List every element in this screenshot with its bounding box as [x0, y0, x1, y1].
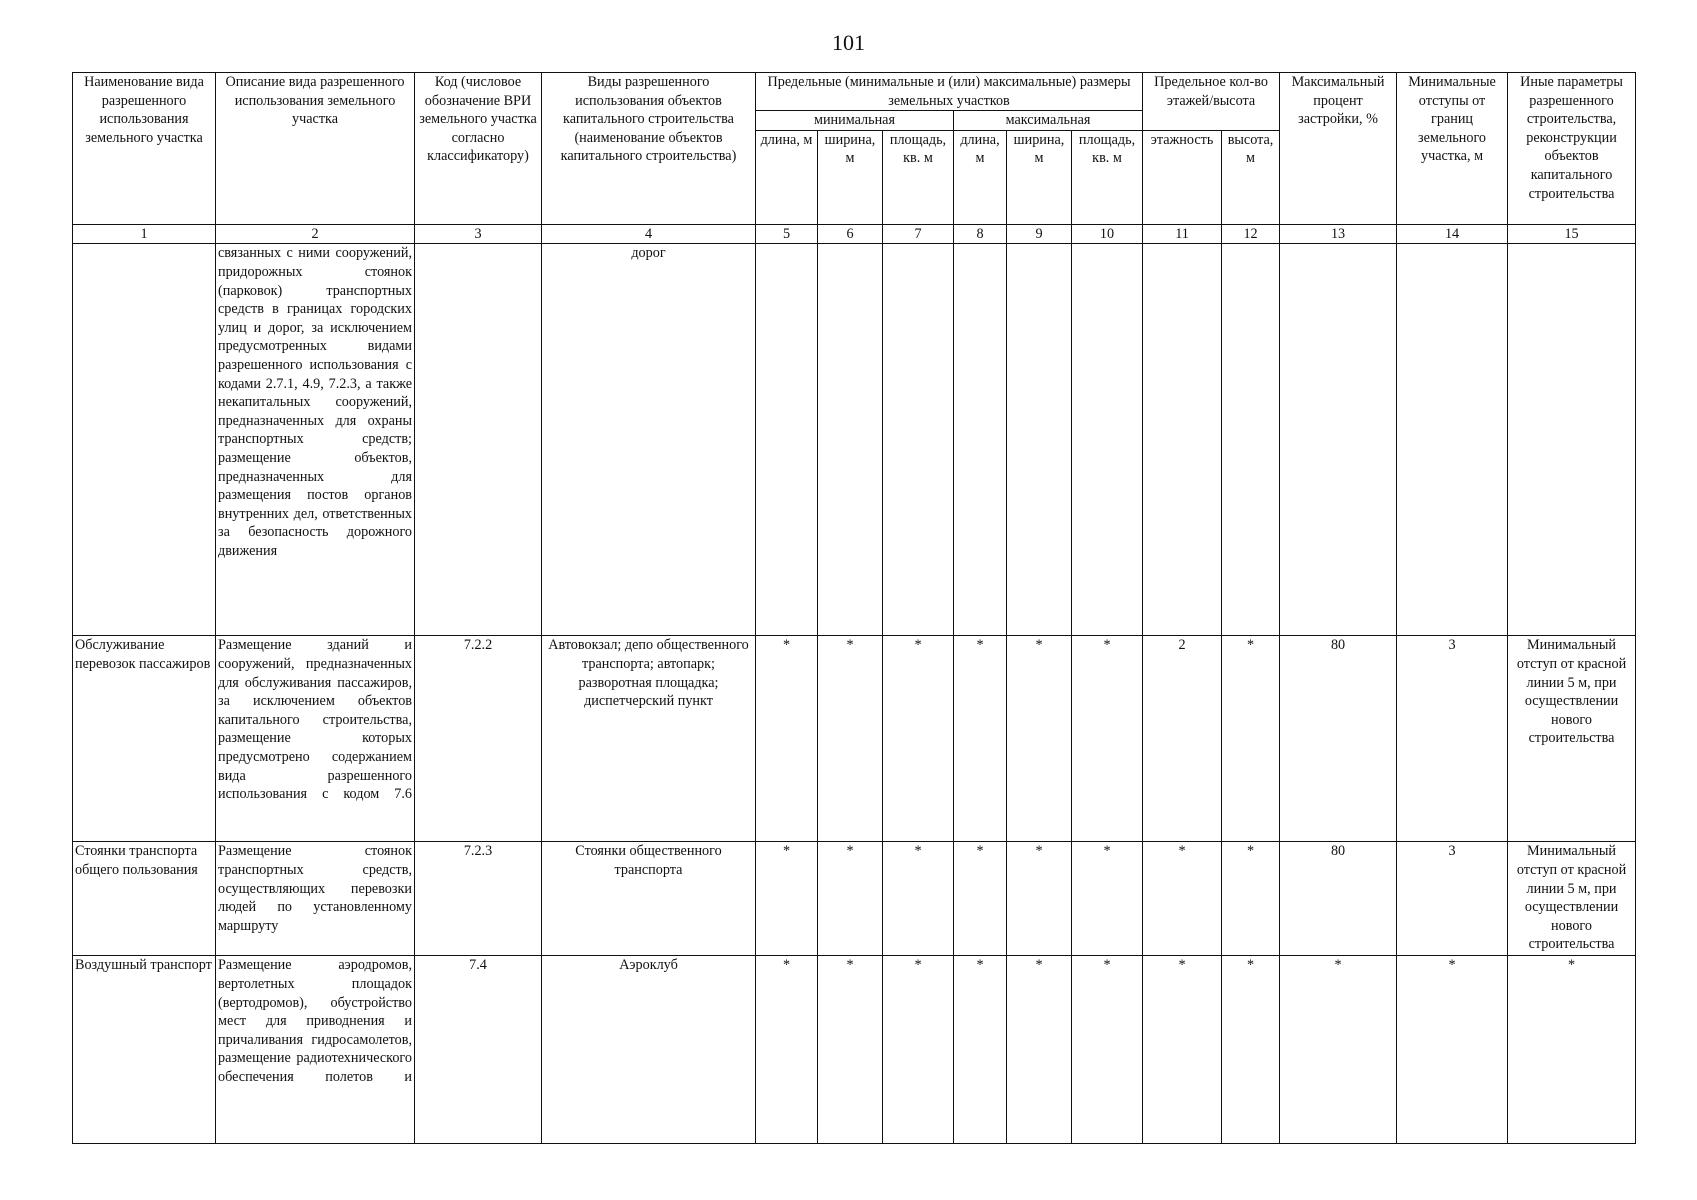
max-percent — [1280, 244, 1397, 636]
column-number: 14 — [1397, 224, 1508, 244]
max-length — [954, 244, 1007, 636]
min-setback — [1397, 244, 1508, 636]
column-number: 3 — [415, 224, 542, 244]
use-name: Стоянки транспорта общего пользования — [73, 842, 216, 956]
column-number: 1 — [73, 224, 216, 244]
column-numbers-row — [73, 224, 1636, 244]
use-description: связанных с ними сооружений, придорожных стоянок (парковок) транспортных средств в границах городских улиц и дорог, за исключением предусмотренных видами разрешенного использования с кодами 2.7.1, 4.9, 7.2.3, а также некапитальных сооружений, предназначенных для охраны транспортных средств; размещение объектов, предназначенных для размещения постов органов внутренних дел, ответственных за безопасность дорожного движения — [216, 244, 415, 636]
max-percent: 80 — [1280, 636, 1397, 842]
min-width: * — [818, 636, 883, 842]
max-length: * — [954, 842, 1007, 956]
header-minimal: минимальная — [756, 111, 954, 131]
other-params: Минимальный отступ от красной линии 5 м, при осуществлении нового строительства — [1508, 842, 1636, 956]
use-name: Воздушный транспорт — [73, 956, 216, 1144]
min-area: * — [883, 842, 954, 956]
max-length: * — [954, 636, 1007, 842]
oks-types: дорог — [542, 244, 756, 636]
column-number: 6 — [818, 224, 883, 244]
oks-types: Автовокзал; депо общественного транспорта; автопарк; разворотная площадка; диспетчерский пункт — [542, 636, 756, 842]
header-max-width: ширина, м — [1007, 130, 1072, 224]
max-area: * — [1072, 956, 1143, 1144]
land-use-table — [72, 72, 1636, 1144]
max-percent: * — [1280, 956, 1397, 1144]
min-setback: * — [1397, 956, 1508, 1144]
max-width: * — [1007, 636, 1072, 842]
other-params — [1508, 244, 1636, 636]
header-max-length: длина, м — [954, 130, 1007, 224]
header-use-description: Описание вида разрешенного использования земельного участка — [216, 73, 415, 225]
header-plot-sizes: Предельные (минимальные и (или) максимальные) размеры земельных участков — [756, 73, 1143, 111]
use-code: 7.2.2 — [415, 636, 542, 842]
max-width — [1007, 244, 1072, 636]
header-min-length: длина, м — [756, 130, 818, 224]
min-setback: 3 — [1397, 636, 1508, 842]
use-code — [415, 244, 542, 636]
other-params: * — [1508, 956, 1636, 1144]
max-percent: 80 — [1280, 842, 1397, 956]
min-area — [883, 244, 954, 636]
column-number: 9 — [1007, 224, 1072, 244]
height: * — [1222, 842, 1280, 956]
floors: 2 — [1143, 636, 1222, 842]
floors: * — [1143, 842, 1222, 956]
table-row — [73, 636, 1636, 842]
use-code: 7.4 — [415, 956, 542, 1144]
floors: * — [1143, 956, 1222, 1144]
floors — [1143, 244, 1222, 636]
table-row — [73, 842, 1636, 956]
header-max-percent: Максимальный процент застройки, % — [1280, 73, 1397, 225]
min-length: * — [756, 842, 818, 956]
header-min-width: ширина, м — [818, 130, 883, 224]
column-number: 7 — [883, 224, 954, 244]
use-code: 7.2.3 — [415, 842, 542, 956]
header-max-area: площадь, кв. м — [1072, 130, 1143, 224]
header-other-params: Иные параметры разрешенного строительства, реконструкции объектов капитального строительства — [1508, 73, 1636, 225]
use-description: Размещение стоянок транспортных средств, осуществляющих перевозки людей по установленному маршруту — [216, 842, 415, 956]
use-description: Размещение аэродромов, вертолетных площадок (вертодромов), обустройство мест для приводнения и причаливания гидросамолетов, размещение радиотехнического обеспечения полетов и — [216, 956, 415, 1144]
column-number: 15 — [1508, 224, 1636, 244]
max-length: * — [954, 956, 1007, 1144]
column-number: 12 — [1222, 224, 1280, 244]
column-number: 13 — [1280, 224, 1397, 244]
min-length: * — [756, 956, 818, 1144]
height: * — [1222, 956, 1280, 1144]
oks-types: Стоянки общественного транспорта — [542, 842, 756, 956]
header-use-name: Наименование вида разрешенного использования земельного участка — [73, 73, 216, 225]
header-min-area: площадь, кв. м — [883, 130, 954, 224]
max-area: * — [1072, 636, 1143, 842]
min-width: * — [818, 842, 883, 956]
header-maximal: максимальная — [954, 111, 1143, 131]
header-floors: этажность — [1143, 130, 1222, 224]
header-floors-height: Предельное кол-во этажей/высота — [1143, 73, 1280, 131]
max-area — [1072, 244, 1143, 636]
min-area: * — [883, 636, 954, 842]
header-height: высота, м — [1222, 130, 1280, 224]
use-description: Размещение зданий и сооружений, предназначенных для обслуживания пассажиров, за исключением объектов капитального строительства, размещение которых предусмотрено содержанием вида разрешенного использования с кодом 7.6 — [216, 636, 415, 842]
max-width: * — [1007, 956, 1072, 1144]
max-area: * — [1072, 842, 1143, 956]
min-length: * — [756, 636, 818, 842]
column-number: 10 — [1072, 224, 1143, 244]
oks-types: Аэроклуб — [542, 956, 756, 1144]
min-area: * — [883, 956, 954, 1144]
column-number: 2 — [216, 224, 415, 244]
max-width: * — [1007, 842, 1072, 956]
min-width — [818, 244, 883, 636]
column-number: 11 — [1143, 224, 1222, 244]
min-setback: 3 — [1397, 842, 1508, 956]
other-params: Минимальный отступ от красной линии 5 м, при осуществлении нового строительства — [1508, 636, 1636, 842]
header-min-setbacks: Минимальные отступы от границ земельного участка, м — [1397, 73, 1508, 225]
min-length — [756, 244, 818, 636]
page-number: 101 — [832, 30, 865, 55]
header-oks-types: Виды разрешенного использования объектов капитального строительства (наименование объектов капитального строительства) — [542, 73, 756, 225]
table-row — [73, 244, 1636, 636]
height: * — [1222, 636, 1280, 842]
column-number: 4 — [542, 224, 756, 244]
height — [1222, 244, 1280, 636]
min-width: * — [818, 956, 883, 1144]
table-row — [73, 956, 1636, 1144]
column-number: 8 — [954, 224, 1007, 244]
header-code: Код (числовое обозначение ВРИ земельного участка согласно классификатору) — [415, 73, 542, 225]
use-name — [73, 244, 216, 636]
column-number: 5 — [756, 224, 818, 244]
use-name: Обслуживание перевозок пассажиров — [73, 636, 216, 842]
